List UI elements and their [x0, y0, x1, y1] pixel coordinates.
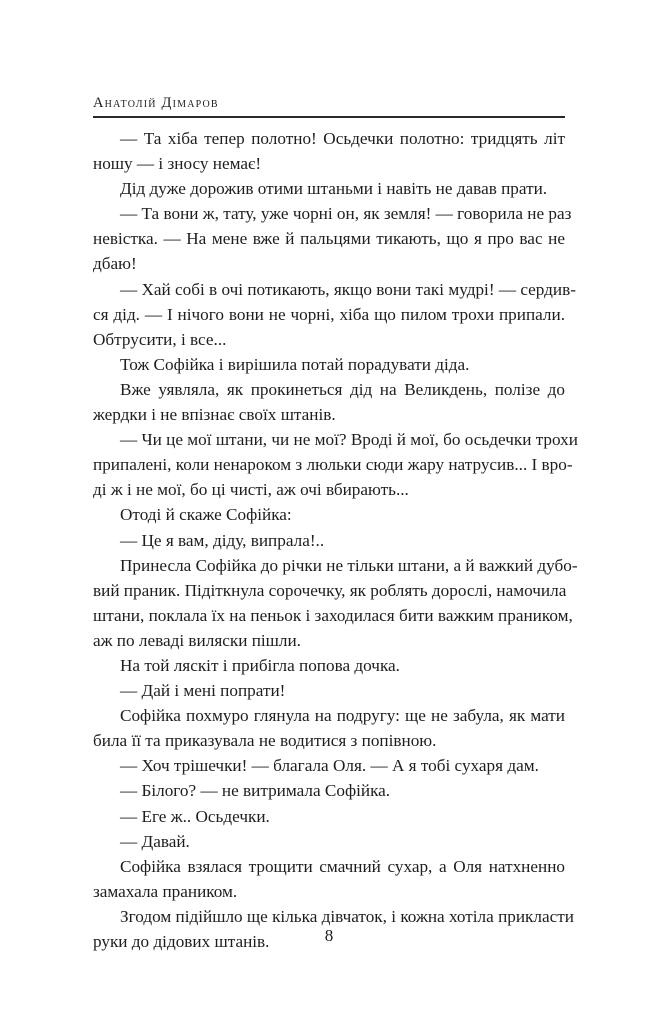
text-line: На той ляскіт і прибігла попова дочка.: [120, 655, 400, 675]
text-line: Вже уявляла, як прокинеться дід на Великдень, полізе до: [120, 379, 565, 399]
text-line: Софійка похмуро глянула на подругу: ще не забула, як мати: [120, 706, 565, 726]
text-line: вий праник. Підіткнула сорочечку, як роблять дорослі, намочила: [93, 580, 567, 600]
text-line: ношу — і зносу немає!: [93, 154, 262, 174]
text-line: аж по леваді виляски пішли.: [93, 630, 301, 650]
text-line: замахала праником.: [93, 881, 238, 901]
text-line: припалені, коли ненароком з люльки сюди жару натрусив... І вро-: [93, 455, 573, 475]
text-line: — Хоч трішечки! — благала Оля. — А я тобі сухаря дам.: [120, 756, 539, 776]
text-line: штани, поклала їх на пеньок і заходилася бити важким праником,: [93, 605, 573, 625]
text-line: — Дай і мені попрати!: [120, 681, 286, 701]
text-line: Дід дуже дорожив отими штаньми і навіть не давав прати.: [120, 179, 548, 199]
text-line: жердки і не впізнає своїх штанів.: [93, 405, 336, 425]
text-line: — Хай собі в очі потикають, якщо вони такі мудрі! — сердив-: [120, 279, 576, 299]
text-line: — Давай.: [120, 831, 190, 851]
text-line: невістка. — На мене вже й пальцями тикають, що я про вас не: [93, 229, 565, 249]
text-line: била її та приказувала не водитися з попівною.: [93, 731, 437, 751]
text-line: — Та хіба тепер полотно! Осьдечки полотно: тридцять літ: [120, 129, 565, 148]
page-number: 8: [324, 926, 334, 945]
text-line: Обтрусити, і все...: [93, 329, 227, 349]
text-line: — Та вони ж, тату, уже чорні он, як земля! — говорила не раз: [120, 204, 572, 224]
text-line: — Це я вам, діду, випрала!..: [120, 530, 325, 550]
header-rule: [93, 116, 565, 118]
text-line: — Чи це мої штани, чи не мої? Вроді й мої, бо осьдечки трохи: [120, 430, 578, 450]
text-line: ся дід. — І нічого вони не чорні, хіба що пилом трохи припали.: [93, 304, 565, 324]
text-line: руки до дідових штанів.: [93, 932, 270, 951]
text-line: — Еге ж.. Осьдечки.: [120, 806, 270, 826]
text-line: Софійка взялася трощити смачний сухар, а Оля натхненно: [120, 856, 565, 876]
text-line: Тож Софійка і вирішила потай порадувати діда.: [120, 354, 470, 374]
text-line: Отоді й скаже Софійка:: [120, 505, 292, 525]
text-line: Згодом підійшло ще кілька дівчаток, і кожна хотіла прикласти: [120, 906, 574, 926]
running-head-author: Анатолій Дімаров: [93, 95, 219, 111]
text-line: дбаю!: [93, 254, 137, 274]
text-line: — Білого? — не витримала Софійка.: [120, 781, 391, 801]
text-line: ді ж і не мої, бо ці чисті, аж очі вбирають...: [93, 480, 409, 500]
page-body-text: [93, 126, 578, 954]
text-line: Принесла Софійка до річки не тільки штани, а й важкий дубо-: [120, 555, 578, 575]
